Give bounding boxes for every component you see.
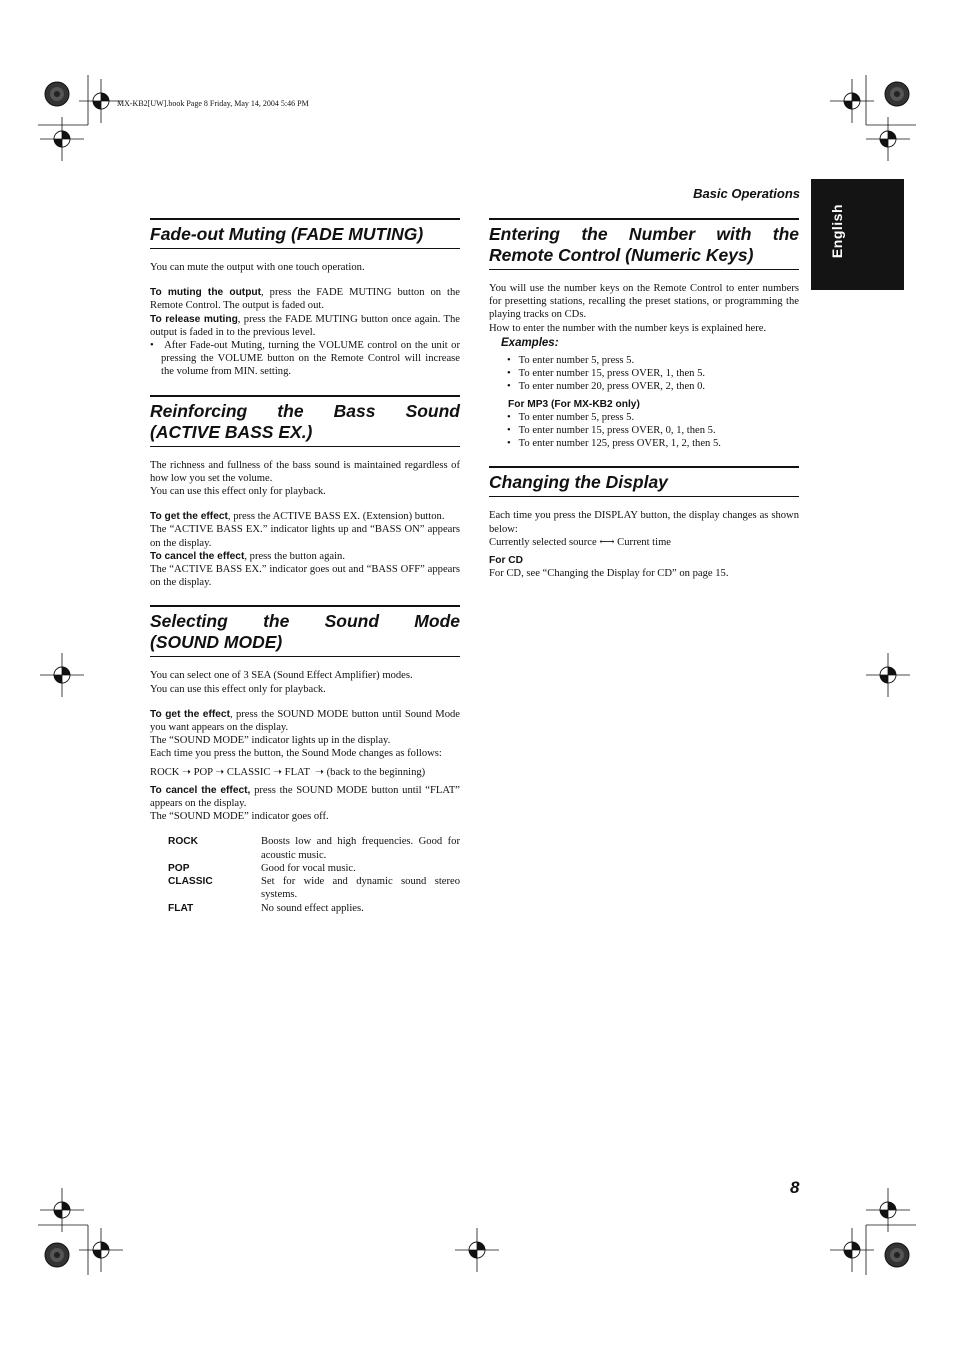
numeric-intro2: How to enter the number with the number keys is explained here. — [489, 322, 767, 334]
display-cycle-b: Current time — [617, 536, 672, 548]
numeric-keys-heading — [489, 218, 799, 270]
double-arrow-icon: ⟷ — [599, 536, 615, 548]
sound-mode-heading — [150, 605, 460, 657]
mode-name: ROCK — [168, 836, 198, 848]
example-text: To enter number 20, press OVER, 2, then 0. — [518, 381, 706, 393]
bass-heading-line2: (ACTIVE BASS EX.) — [150, 421, 313, 442]
fade-muting-heading: Fade-out Muting (FADE MUTING) — [150, 218, 460, 249]
fade-release-label: To release muting — [150, 313, 238, 325]
left-column — [150, 218, 460, 915]
bullet-icon: • — [150, 340, 165, 352]
language-tab-label: English — [829, 204, 845, 259]
mode-desc: Set for wide and dynamic sound stereo systems. — [261, 876, 460, 901]
bullet-icon: • — [507, 411, 519, 423]
for-cd-text: For CD, see “Changing the Display for CD” on page 15. — [489, 568, 729, 580]
bass-cancel-instruction — [150, 550, 460, 563]
bass-get-instruction — [150, 510, 460, 523]
sound-get-text: , press the SOUND MODE button until Sound Mode you want appears on the display. — [150, 708, 461, 734]
mp3-example-text: To enter number 15, press OVER, 0, 1, then 5. — [518, 425, 716, 437]
bass-intro1: The richness and fullness of the bass sound is maintained regardless of how low you set the volume. — [150, 459, 460, 484]
numeric-heading-line2: Remote Control (Numeric Keys) — [489, 245, 754, 265]
examples-label: Examples: — [501, 336, 559, 349]
arrow-right-icon: ➝ — [315, 766, 324, 778]
fade-release-instruction — [150, 313, 460, 339]
sound-heading-line1: Selecting the Sound Mode — [150, 611, 460, 632]
language-tab — [811, 179, 904, 290]
sequence-item: POP — [193, 766, 213, 778]
sound-cancel-text: press the SOUND MODE button until “FLAT” appears on the display. — [150, 784, 460, 810]
bullet-icon: • — [507, 368, 519, 380]
mp3-example-text: To enter number 5, press 5. — [518, 411, 635, 423]
sound-cancel-label: To cancel the effect, — [150, 784, 251, 796]
sound-intro2: You can use this effect only for playback. — [150, 683, 326, 695]
sound-get-label: To get the effect — [150, 708, 230, 720]
sound-get-instruction — [150, 708, 460, 734]
mode-desc: Good for vocal music. — [261, 862, 356, 874]
fade-note — [150, 339, 460, 379]
changing-display-heading: Changing the Display — [489, 466, 799, 497]
fade-intro: You can mute the output with one touch operation. — [150, 262, 365, 273]
arrow-right-icon: ➝ — [215, 766, 225, 778]
page-number: 8 — [790, 1178, 800, 1197]
sequence-item: FLAT — [284, 766, 310, 778]
bass-cancel-note: The “ACTIVE BASS EX.” indicator goes out and “BASS OFF” appears on the display. — [150, 564, 460, 589]
bass-get-label: To get the effect — [150, 511, 228, 523]
sound-cancel-instruction — [150, 784, 460, 810]
bullet-icon: • — [507, 355, 519, 367]
fade-release-text: , press the FADE MUTING button once again. The output is faded in to the previous level. — [150, 313, 460, 338]
bass-get-note: The “ACTIVE BASS EX.” indicator lights up and “BASS ON” appears on the display. — [150, 524, 460, 549]
running-head: Basic Operations — [693, 186, 800, 201]
fade-muting-label: To muting the output — [150, 287, 262, 299]
right-column — [489, 218, 799, 580]
table-row — [168, 862, 460, 875]
sound-heading-line2: (SOUND MODE) — [150, 632, 283, 653]
bass-heading — [150, 395, 460, 447]
example-text: To enter number 5, press 5. — [518, 355, 635, 367]
mode-name: CLASSIC — [168, 876, 213, 888]
sound-intro1: You can select one of 3 SEA (Sound Effect Amplifier) modes. — [150, 670, 413, 682]
list-item — [489, 437, 799, 450]
list-item — [489, 380, 799, 393]
fade-note-text: After Fade-out Muting, turning the VOLUME control on the unit or pressing the VOLUME button on the Remote Control will increase the volume from MIN. setting. — [161, 340, 460, 378]
display-intro: Each time you press the DISPLAY button, the display changes as shown below: — [489, 510, 799, 535]
display-cycle-a: Currently selected source — [489, 536, 597, 548]
arrow-right-icon: ➝ — [273, 766, 283, 778]
numeric-heading-line1: Entering the Number with the — [489, 224, 799, 244]
list-item — [489, 424, 799, 437]
mode-desc: No sound effect applies. — [261, 902, 364, 914]
table-row — [168, 835, 460, 861]
bullet-icon: • — [507, 381, 519, 393]
display-cycle — [489, 536, 799, 549]
mp3-example-text: To enter number 125, press OVER, 1, 2, then 5. — [518, 438, 721, 450]
fade-muting-text: , press the FADE MUTING button on the Remote Control. The output is faded out. — [150, 287, 460, 312]
file-info: MX-KB2[UW].book Page 8 Friday, May 14, 2004 5:46 PM — [117, 99, 309, 108]
fade-muting-instruction — [150, 286, 460, 312]
numeric-intro1: You will use the number keys on the Remote Control to enter numbers for presetting stations, recalling the preset stations, or programming the playing tracks on CDs. — [489, 283, 799, 321]
sound-sequence — [150, 766, 460, 779]
bullet-icon: • — [507, 425, 519, 437]
list-item — [489, 354, 799, 367]
sound-cancel-note: The “SOUND MODE” indicator goes off. — [150, 811, 329, 823]
for-cd-label: For CD — [489, 555, 523, 567]
sound-get-note1: The “SOUND MODE” indicator lights up in the display. — [150, 735, 391, 747]
example-text: To enter number 15, press OVER, 1, then 5. — [518, 368, 706, 380]
bass-intro2: You can use this effect only for playback. — [150, 486, 326, 498]
table-row — [168, 875, 460, 901]
sequence-item: CLASSIC — [226, 766, 271, 778]
mode-desc: Boosts low and high frequencies. Good for acoustic music. — [261, 836, 460, 861]
arrow-right-icon: ➝ — [182, 766, 191, 778]
sound-get-note2: Each time you press the button, the Sound Mode changes as follows: — [150, 748, 442, 760]
bass-cancel-label: To cancel the effect — [150, 550, 245, 562]
sound-mode-table — [168, 835, 460, 914]
bass-get-text: , press the ACTIVE BASS EX. (Extension) button. — [227, 511, 445, 523]
list-item — [489, 411, 799, 424]
bass-heading-line1: Reinforcing the Bass Sound — [150, 400, 460, 421]
mp3-label: For MP3 (For MX-KB2 only) — [508, 398, 640, 410]
mode-name: POP — [168, 862, 190, 874]
mode-name: FLAT — [168, 902, 194, 914]
table-row — [168, 902, 460, 915]
list-item — [489, 367, 799, 380]
sequence-end: (back to the beginning) — [326, 766, 426, 778]
sequence-item: ROCK — [150, 766, 180, 778]
bass-cancel-text: , press the button again. — [244, 550, 345, 562]
bullet-icon: • — [507, 438, 519, 450]
